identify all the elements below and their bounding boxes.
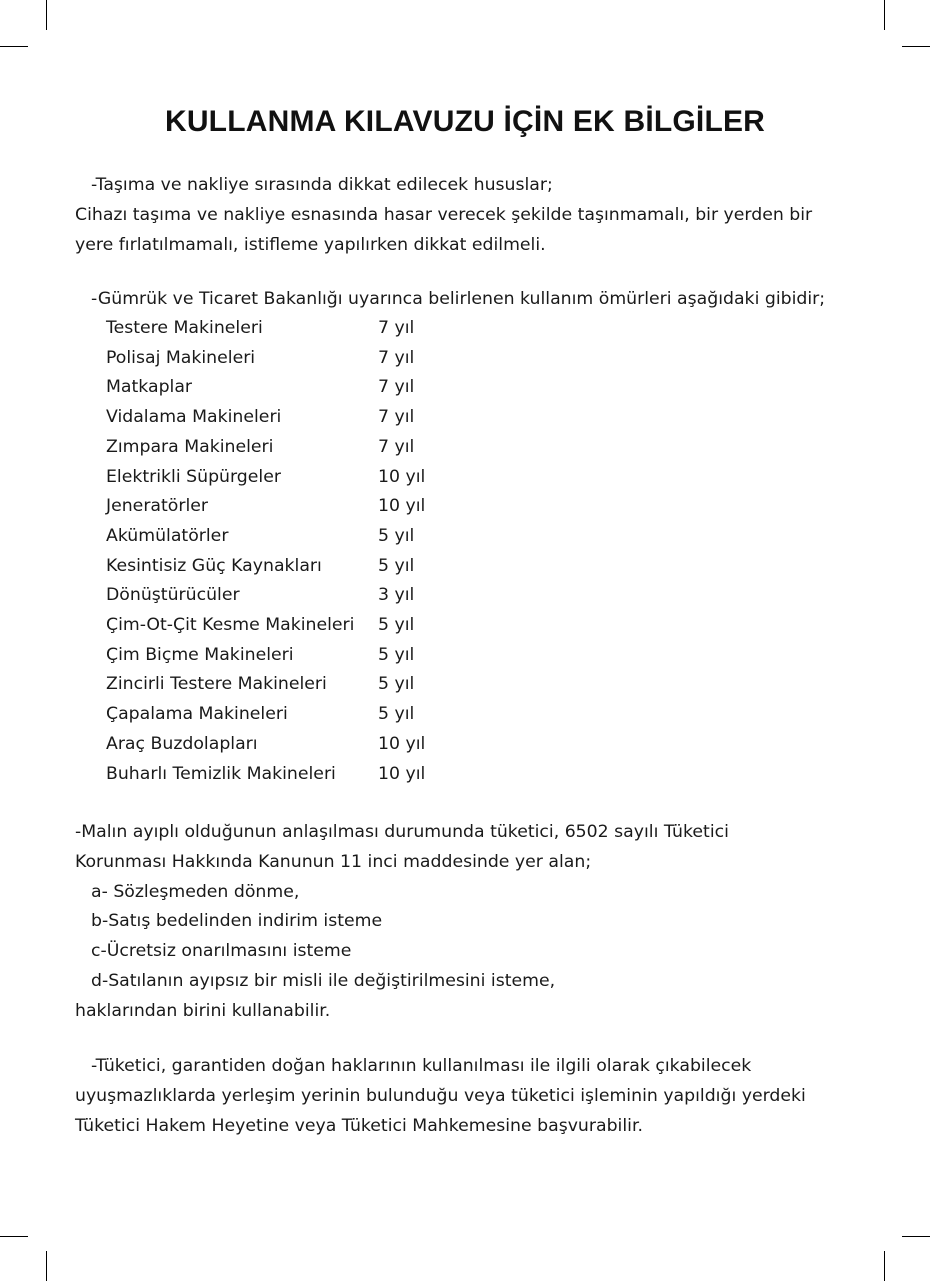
lifetime-duration: 10 yıl <box>378 733 426 754</box>
lifetime-row <box>106 670 458 700</box>
lifetime-duration: 7 yıl <box>378 407 415 428</box>
lifetime-product-name: Jeneratörler <box>106 496 208 517</box>
lifetime-duration: 7 yıl <box>378 318 415 338</box>
lifetime-row <box>106 611 458 641</box>
lifetime-row <box>106 552 458 582</box>
lifetime-row <box>106 314 458 344</box>
lifetime-duration: 10 yıl <box>378 496 426 517</box>
lifetimes-heading: -Gümrük ve Ticaret Bakanlığı uyarınca belirlenen kullanım ömürleri aşağıdaki gibidir; <box>91 289 826 309</box>
lifetime-duration: 7 yıl <box>378 436 415 457</box>
lifetime-product-name: Matkaplar <box>106 377 193 398</box>
dispute-line-1: -Tüketici, garantiden doğan haklarının kullanılması ile ilgili olarak çıkabilecek <box>91 1056 752 1076</box>
defect-line-1: -Malın ayıplı olduğunun anlaşılması durumunda tüketici, 6502 sayılı Tüketici <box>75 822 729 842</box>
lifetimes-heading-block <box>75 285 875 315</box>
lifetime-row <box>106 730 458 760</box>
lifetime-duration: 10 yıl <box>378 466 426 487</box>
lifetime-product-name: Çapalama Makineleri <box>106 704 288 725</box>
lifetime-duration: 5 yıl <box>378 674 415 695</box>
lifetime-product-name: Zincirli Testere Makineleri <box>106 674 327 695</box>
lifetime-row <box>106 522 458 552</box>
lifetime-product-name: Kesintisiz Güç Kaynakları <box>106 555 322 576</box>
lifetime-row <box>106 373 458 403</box>
lifetime-duration: 5 yıl <box>378 644 415 665</box>
transport-line-1: Cihazı taşıma ve nakliye esnasında hasar verecek şekilde taşınmamalı, bir yerden bir <box>75 204 813 225</box>
lifetime-product-name: Araç Buzdolapları <box>106 733 258 754</box>
lifetimes-table-body <box>106 314 458 789</box>
crop-mark-bottom-left-horizontal <box>0 1236 28 1237</box>
crop-mark-top-right-horizontal <box>902 46 930 47</box>
lifetime-product-name: Elektrikli Süpürgeler <box>106 466 281 487</box>
defect-option-d: d-Satılanın ayıpsız bir misli ile değiştirilmesini isteme, <box>91 970 556 991</box>
lifetime-row <box>106 581 458 611</box>
defect-option-a: a- Sözleşmeden dönme, <box>91 881 300 902</box>
defect-section <box>75 818 875 1027</box>
crop-mark-top-left-horizontal <box>0 46 28 47</box>
lifetime-duration: 5 yıl <box>378 704 415 725</box>
lifetime-row <box>106 403 458 433</box>
lifetime-product-name: Polisaj Makineleri <box>106 347 256 368</box>
defect-option-c: c-Ücretsiz onarılmasını isteme <box>91 941 352 962</box>
transport-heading: -Taşıma ve nakliye sırasında dikkat edilecek hususlar; <box>91 175 553 195</box>
lifetime-product-name: Çim Biçme Makineleri <box>106 644 294 665</box>
lifetime-row <box>106 463 458 493</box>
lifetime-row <box>106 344 458 374</box>
page-title: KULLANMA KILAVUZU İÇİN EK BİLGİLER <box>164 105 766 138</box>
dispute-line-2: uyuşmazlıklarda yerleşim yerinin bulunduğu veya tüketici işleminin yapıldığı yerdeki <box>75 1085 806 1106</box>
lifetime-row <box>106 641 458 671</box>
transport-line-2: yere fırlatılmamalı, istifleme yapılırken dikkat edilmeli. <box>75 234 546 255</box>
lifetime-product-name: Çim-Ot-Çit Kesme Makineleri <box>106 615 355 636</box>
lifetime-product-name: Akümülatörler <box>106 525 229 546</box>
lifetime-duration: 5 yıl <box>378 615 415 636</box>
lifetime-row <box>106 433 458 463</box>
dispute-line-3: Tüketici Hakem Heyetine veya Tüketici Mahkemesine başvurabilir. <box>75 1115 643 1136</box>
defect-option-b: b-Satış bedelinden indirim isteme <box>91 911 383 932</box>
crop-mark-top-right-vertical <box>884 0 885 30</box>
defect-closing: haklarından birini kullanabilir. <box>75 1000 331 1021</box>
defect-line-2: Korunması Hakkında Kanunun 11 inci maddesinde yer alan; <box>75 851 592 872</box>
lifetime-row <box>106 760 458 790</box>
crop-mark-bottom-right-vertical <box>884 1251 885 1281</box>
lifetime-duration: 7 yıl <box>378 347 415 368</box>
crop-mark-bottom-left-vertical <box>46 1251 47 1281</box>
lifetime-duration: 5 yıl <box>378 525 415 546</box>
lifetime-product-name: Vidalama Makineleri <box>106 407 282 428</box>
lifetime-product-name: Dönüştürücüler <box>106 585 240 606</box>
lifetime-product-name: Zımpara Makineleri <box>106 436 274 457</box>
lifetime-duration: 10 yıl <box>378 763 426 784</box>
lifetime-product-name: Testere Makineleri <box>106 318 263 338</box>
crop-mark-bottom-right-horizontal <box>902 1236 930 1237</box>
lifetime-row <box>106 700 458 730</box>
dispute-section <box>75 1052 875 1141</box>
lifetime-row <box>106 492 458 522</box>
lifetime-duration: 7 yıl <box>378 377 415 398</box>
lifetime-product-name: Buharlı Temizlik Makineleri <box>106 763 336 784</box>
lifetime-duration: 3 yıl <box>378 585 415 606</box>
lifetime-duration: 5 yıl <box>378 555 415 576</box>
transport-section <box>75 171 875 260</box>
crop-mark-top-left-vertical <box>46 0 47 30</box>
lifetimes-table <box>106 314 458 789</box>
